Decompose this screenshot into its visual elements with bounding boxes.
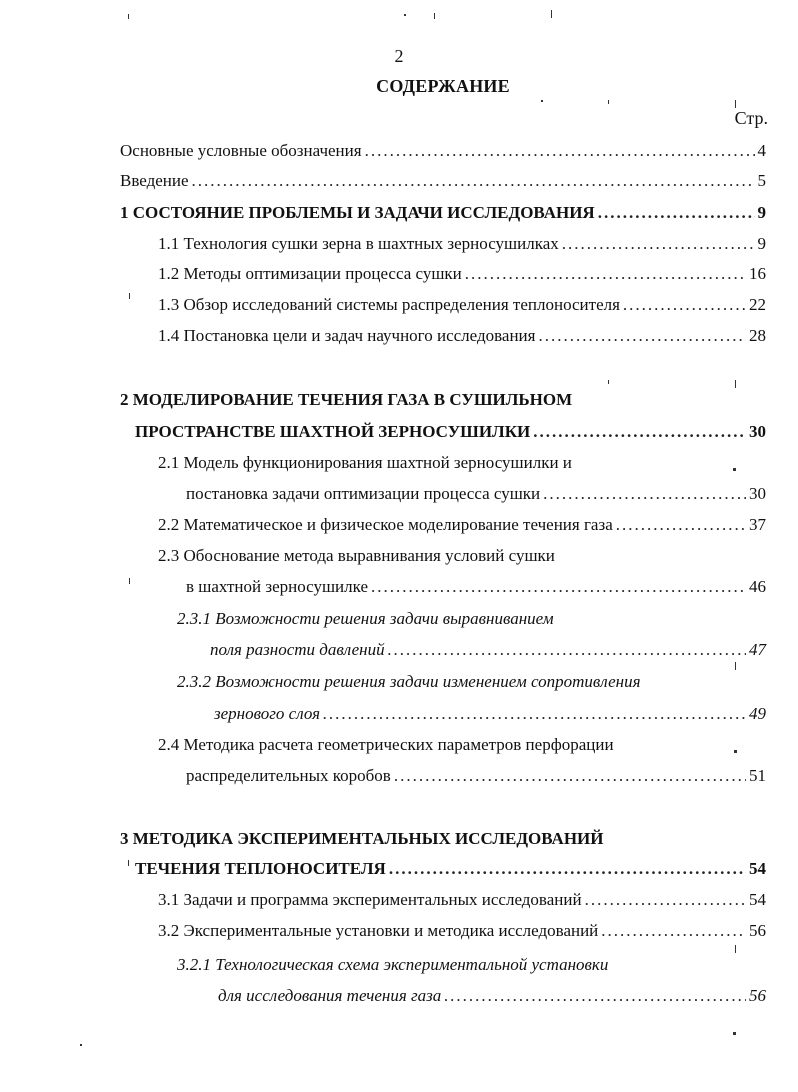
toc-subsection-2-3-2-line-1[interactable]: 2.3.2 Возможности решения задачи изменением сопротивления	[177, 672, 641, 691]
toc-entry-text: 1.2 Методы оптимизации процесса сушки	[158, 264, 462, 283]
toc-chapter-3[interactable]	[135, 857, 766, 881]
toc-entry-page: 28	[749, 326, 766, 345]
toc-entry-text: 1.3 Обзор исследований системы распределения теплоносителя	[158, 295, 620, 314]
dot-leader	[444, 984, 746, 1008]
dot-leader	[394, 764, 746, 788]
toc-section-2-4[interactable]	[186, 764, 766, 788]
scan-speck	[129, 578, 130, 584]
toc-entry-text: Основные условные обозначения	[120, 141, 362, 160]
scan-speck	[608, 100, 609, 104]
dot-leader	[562, 232, 755, 256]
toc-section-2-1-line-1[interactable]: 2.1 Модель функционирования шахтной зерносушилки и	[158, 453, 572, 472]
toc-entry-page: 9	[757, 234, 766, 253]
toc-entry-page: 37	[749, 515, 766, 534]
toc-section-2-1[interactable]	[186, 482, 766, 506]
dot-leader	[616, 513, 746, 537]
dot-leader	[538, 324, 746, 348]
dot-leader	[533, 420, 746, 444]
toc-section-2-3-line-1[interactable]: 2.3 Обоснование метода выравнивания условий сушки	[158, 546, 555, 565]
page-column-label: Стр.	[734, 108, 768, 128]
toc-entry-text: 1.4 Постановка цели и задач научного исследования	[158, 326, 536, 345]
toc-section-3-2[interactable]	[158, 919, 766, 943]
toc-entry-text: для исследования течения газа	[218, 986, 442, 1005]
toc-entry-page: 56	[749, 986, 766, 1005]
toc-entry-page: 22	[749, 295, 766, 314]
toc-chapter-1[interactable]	[120, 201, 766, 225]
scan-speck	[551, 10, 552, 18]
toc-section-1-3[interactable]	[158, 293, 766, 317]
toc-entry-text: Введение	[120, 171, 189, 190]
scan-speck	[735, 662, 736, 670]
dot-leader	[585, 888, 746, 912]
toc-entry-page: 47	[749, 640, 766, 659]
toc-section-3-1[interactable]	[158, 888, 766, 912]
toc-entry-page: 56	[749, 921, 766, 940]
scan-speck	[735, 100, 736, 108]
toc-entry-text: распределительных коробов	[186, 766, 391, 785]
toc-entry-text: постановка задачи оптимизации процесса сушки	[186, 484, 541, 503]
scan-speck	[735, 945, 736, 953]
toc-chapter-2-line-1[interactable]: 2 МОДЕЛИРОВАНИЕ ТЕЧЕНИЯ ГАЗА В СУШИЛЬНОМ	[120, 390, 573, 409]
toc-entry-page: 9	[757, 203, 766, 222]
toc-entry-text: 1.1 Технология сушки зерна в шахтных зерносушилках	[158, 234, 559, 253]
scan-speck	[734, 750, 737, 753]
scan-speck	[129, 293, 130, 299]
toc-subsection-2-3-2[interactable]	[214, 702, 766, 726]
toc-subsection-3-2-1[interactable]	[218, 984, 766, 1008]
toc-entry-page: 30	[749, 484, 766, 503]
toc-entry-page: 54	[749, 859, 766, 878]
toc-subsection-2-3-1[interactable]	[210, 638, 766, 662]
toc-entry-text: 1 СОСТОЯНИЕ ПРОБЛЕМЫ И ЗАДАЧИ ИССЛЕДОВАНИЯ	[120, 203, 595, 222]
dot-leader	[601, 919, 746, 943]
page-number: 2	[394, 46, 404, 66]
toc-entry-page: 49	[749, 704, 766, 723]
toc-entry-page: 16	[749, 264, 766, 283]
scan-speck	[608, 380, 609, 384]
toc-entry-page: 4	[757, 141, 766, 160]
toc-entry-text: ПРОСТРАНСТВЕ ШАХТНОЙ ЗЕРНОСУШИЛКИ	[135, 422, 531, 441]
toc-entry-symbols[interactable]	[120, 139, 766, 163]
toc-entry-introduction[interactable]	[120, 169, 766, 193]
toc-entry-text: 3.2 Экспериментальные установки и методика исследований	[158, 921, 599, 940]
toc-entry-page: 30	[749, 422, 766, 441]
toc-entry-text: 2.2 Математическое и физическое моделирование течения газа	[158, 515, 613, 534]
dot-leader	[389, 857, 746, 881]
dot-leader	[192, 169, 755, 193]
toc-chapter-3-line-1[interactable]: 3 МЕТОДИКА ЭКСПЕРИМЕНТАЛЬНЫХ ИССЛЕДОВАНИЙ	[120, 829, 604, 848]
dot-leader	[543, 482, 746, 506]
toc-entry-text: поля разности давлений	[210, 640, 385, 659]
dot-leader	[371, 575, 746, 599]
dot-leader	[388, 638, 746, 662]
dot-leader	[598, 201, 755, 225]
scan-speck	[404, 14, 406, 16]
toc-entry-page: 46	[749, 577, 766, 596]
toc-section-2-2[interactable]	[158, 513, 766, 537]
dot-leader	[365, 139, 755, 163]
toc-subsection-2-3-1-line-1[interactable]: 2.3.1 Возможности решения задачи выравниванием	[177, 609, 554, 628]
toc-entry-text: ТЕЧЕНИЯ ТЕПЛОНОСИТЕЛЯ	[135, 859, 386, 878]
toc-chapter-2[interactable]	[135, 420, 766, 444]
toc-entry-page: 54	[749, 890, 766, 909]
scan-speck	[735, 380, 736, 388]
scan-speck	[733, 1032, 736, 1035]
toc-entry-text: в шахтной зерносушилке	[186, 577, 369, 596]
scan-speck	[128, 14, 129, 19]
toc-subsection-3-2-1-line-1[interactable]: 3.2.1 Технологическая схема экспериментальной установки	[177, 955, 609, 974]
scan-speck	[541, 100, 543, 102]
scan-speck	[80, 1044, 82, 1046]
toc-section-2-3[interactable]	[186, 575, 766, 599]
toc-section-1-2[interactable]	[158, 262, 766, 286]
toc-section-1-1[interactable]	[158, 232, 766, 256]
toc-entry-page: 51	[749, 766, 766, 785]
page-title: СОДЕРЖАНИЕ	[376, 76, 510, 96]
scan-speck	[128, 860, 129, 866]
toc-entry-text: зернового слоя	[214, 704, 320, 723]
dot-leader	[323, 702, 746, 726]
dot-leader	[623, 293, 746, 317]
scan-speck	[434, 13, 435, 19]
toc-entry-text: 3.1 Задачи и программа экспериментальных исследований	[158, 890, 582, 909]
toc-section-1-4[interactable]	[158, 324, 766, 348]
toc-section-2-4-line-1[interactable]: 2.4 Методика расчета геометрических параметров перфорации	[158, 735, 614, 754]
scan-speck	[733, 468, 736, 471]
dot-leader	[465, 262, 746, 286]
toc-entry-page: 5	[757, 171, 766, 190]
